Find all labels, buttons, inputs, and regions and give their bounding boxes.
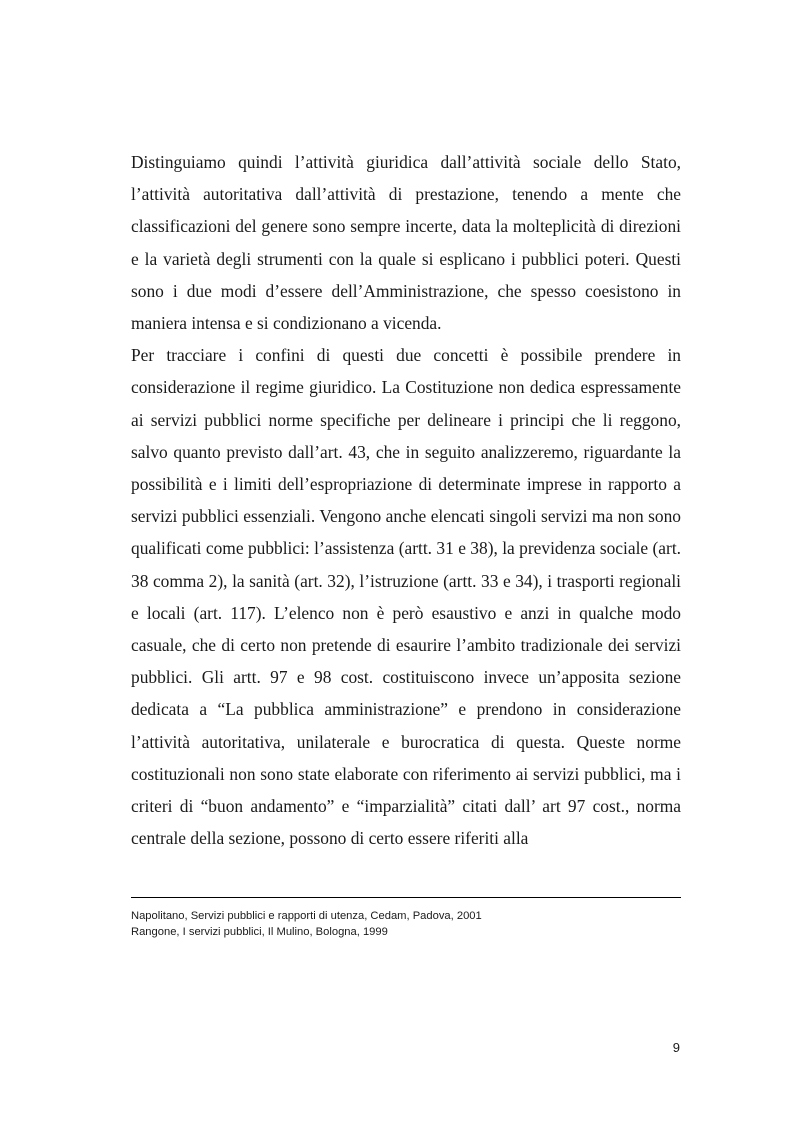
footnote-1: Napolitano, Servizi pubblici e rapporti di utenza, Cedam, Padova, 2001 (131, 910, 482, 922)
footnote-2: Rangone, I servizi pubblici, Il Mulino, Bologna, 1999 (131, 926, 388, 938)
paragraph-2: Per tracciare i confini di questi due concetti è possibile prendere in considerazione il regime giuridico. La Costituzione non dedica espressamente ai servizi pubblici norme specifiche per delineare i principi che li reggono, salvo quanto previsto dall’art. 43, che in seguito analizzeremo, riguardante la possibilità e i limiti dell’espropriazione di determinate imprese in rapporto a servizi pubblici essenziali. Vengono anche elencati singoli servizi ma non sono qualificati come pubblici: l’assistenza (artt. 31 e 38), la previdenza sociale (art. 38 comma 2), la sanità (art. 32), l’istruzione (artt. 33 e 34), i trasporti regionali e locali (art. 117). L’elenco non è però esaustivo e anzi in qualche modo casuale, che di certo non pretende di esaurire l’ambito tradizionale dei servizi pubblici. Gli artt. 97 e 98 cost. costituiscono invece un’apposita sezione dedicata a “La pubblica amministrazione” e prendono in considerazione l’attività autoritativa, unilaterale e burocratica di questa. Queste norme costituzionali non sono state elaborate con riferimento ai servizi pubblici, ma i criteri di “buon andamento” e “imparzialità” citati dall’ art 97 cost., norma centrale della sezione, possono di certo essere riferiti alla (131, 345, 681, 849)
page-number: 9 (672, 1040, 680, 1055)
body-text (131, 146, 681, 854)
footnote-separator (131, 897, 681, 898)
paragraph-1: Distinguiamo quindi l’attività giuridica dall’attività sociale dello Stato, l’attività autoritativa dall’attività di prestazione, tenendo a mente che classificazioni del genere sono sempre incerte, data la molteplicità di direzioni e la varietà degli strumenti con la quale si esplicano i pubblici poteri. Questi sono i due modi d’essere dell’Amministrazione, che spesso coesistono in maniera intensa e si condizionano a vicenda. (131, 152, 681, 334)
footnotes (131, 908, 681, 940)
